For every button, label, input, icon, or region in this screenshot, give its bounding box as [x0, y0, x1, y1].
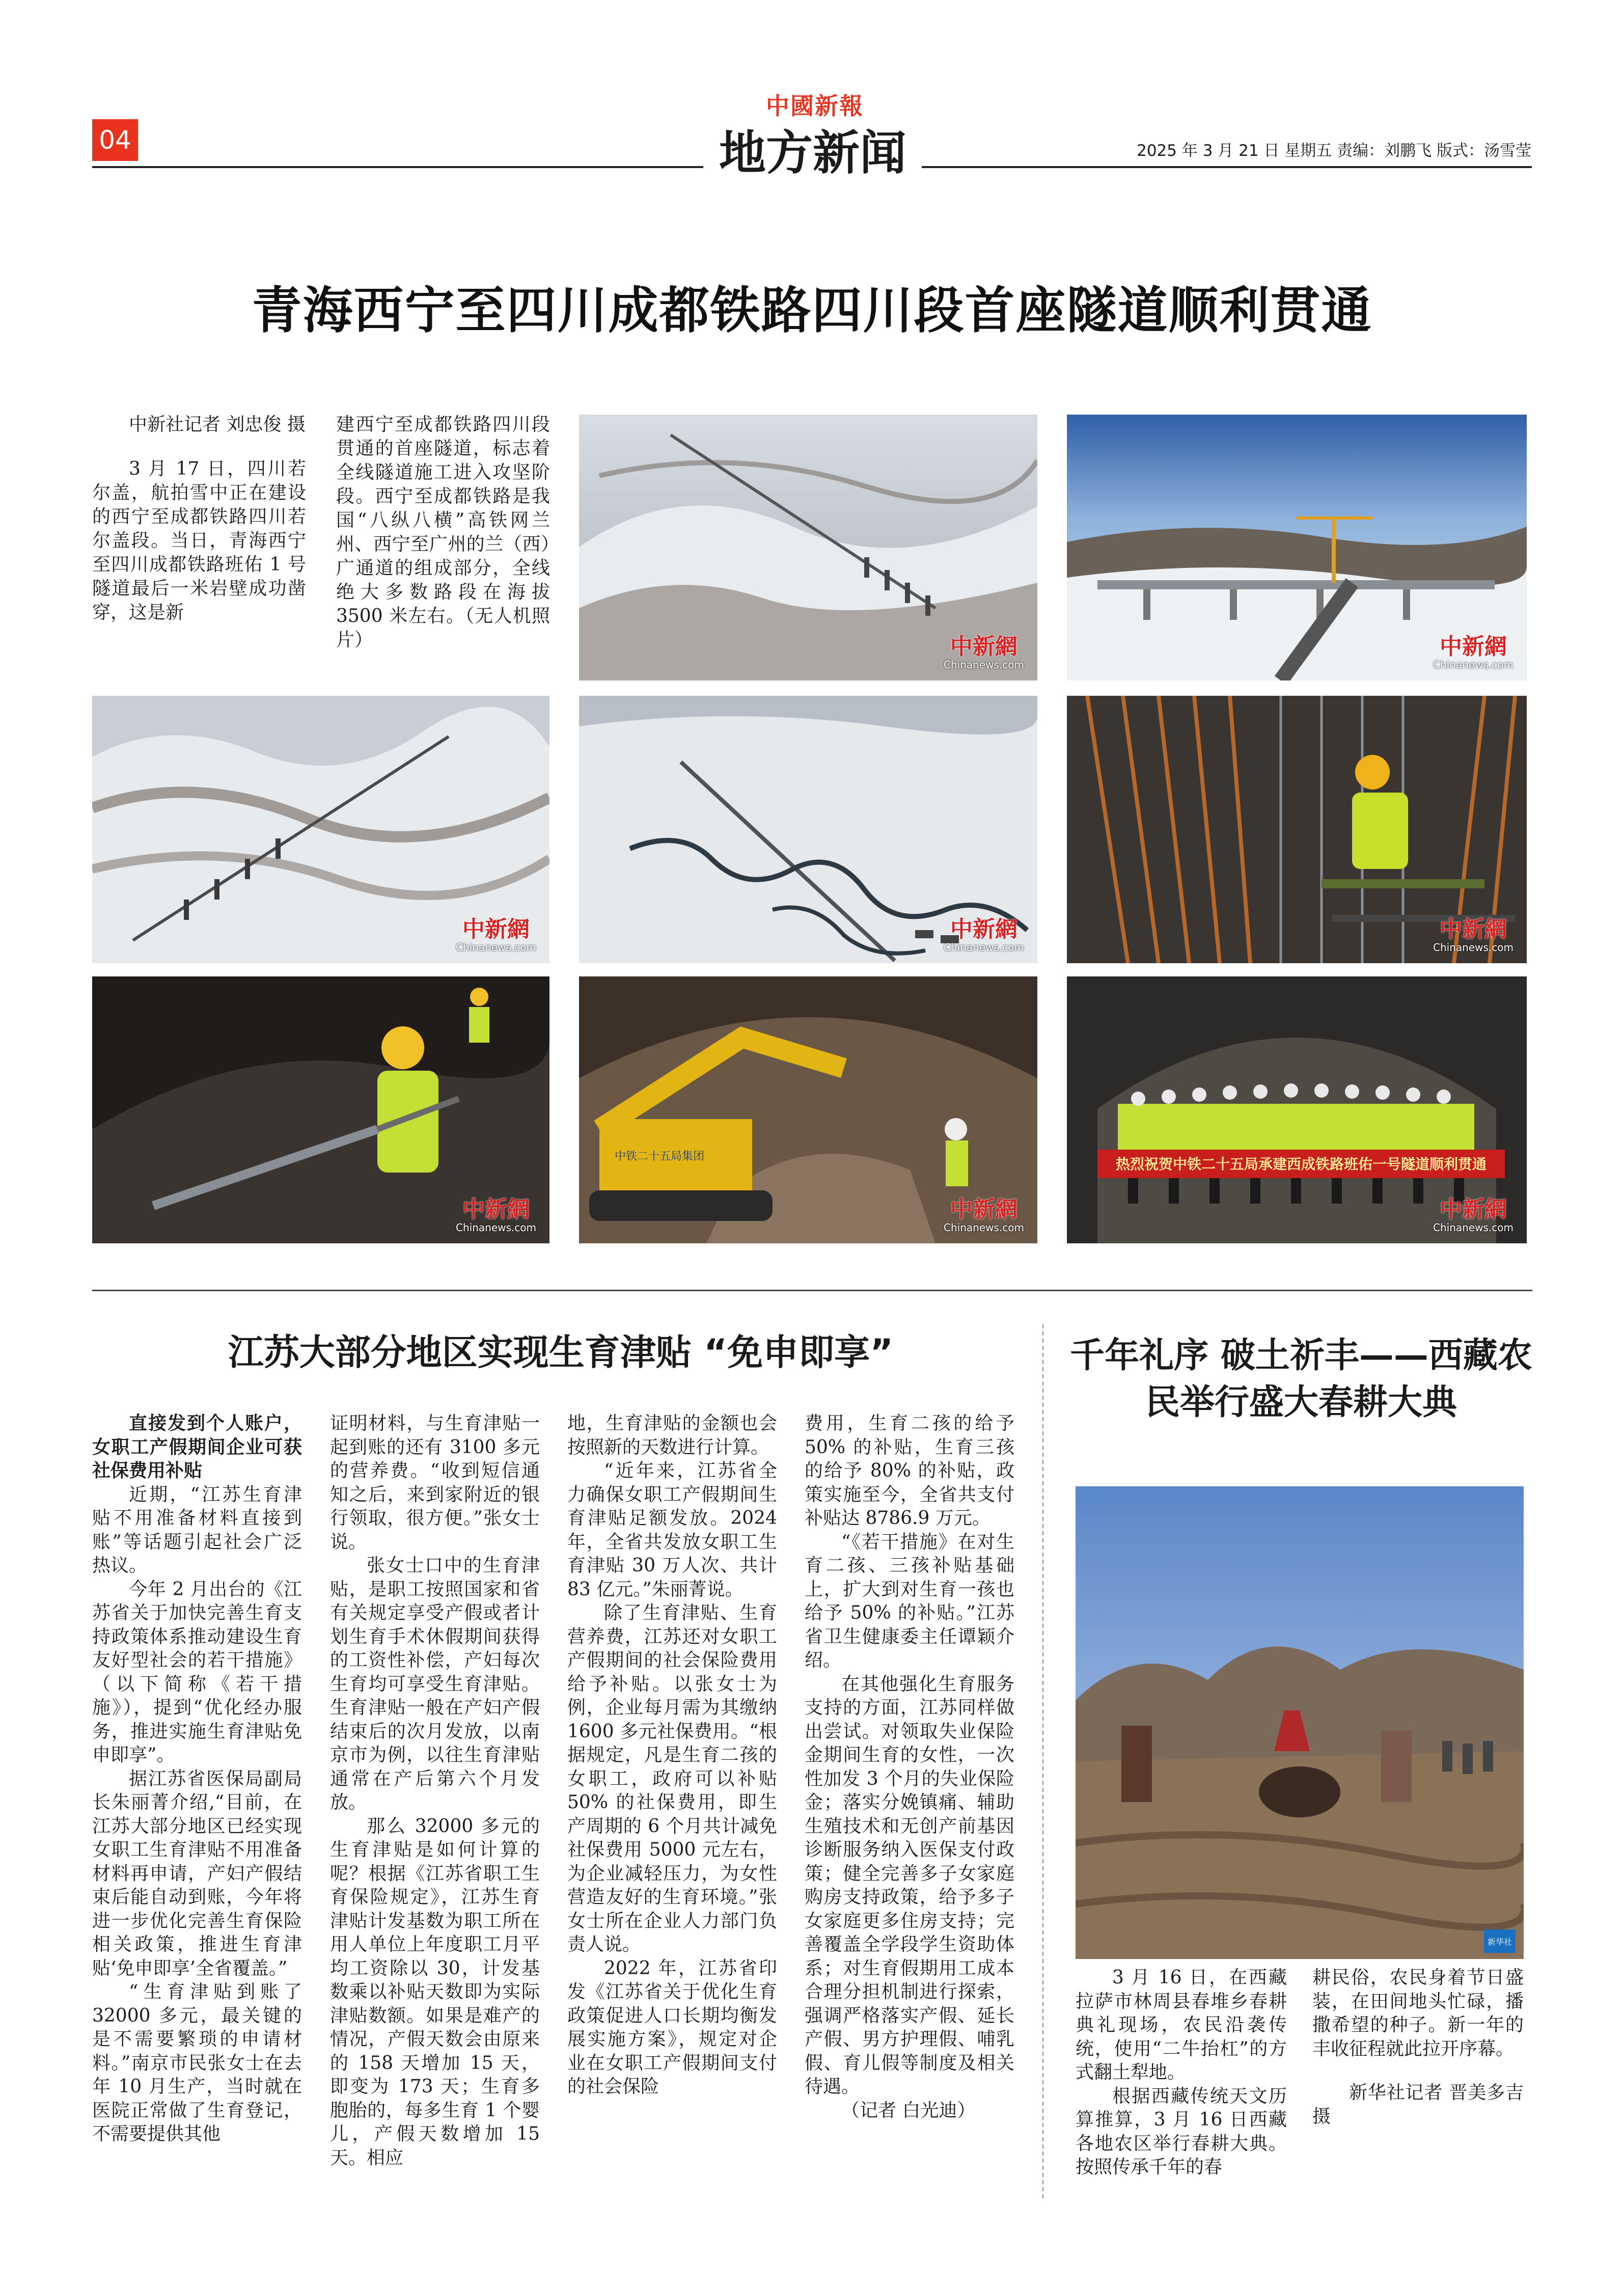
- photo-winding-river: [579, 696, 1037, 963]
- section-divider: [92, 1290, 1532, 1291]
- article2-text-col2: [330, 1412, 540, 2170]
- photo-excavator-tunnel: [579, 976, 1037, 1243]
- photo-celebration-tunnel: [1067, 976, 1527, 1243]
- article2-paragraph: 在其他强化生育服务支持的方面，江苏同样做出尝试。对领取失业保险金期间生育的女性，一次性加发 3 个月的失业保险金；落实分娩镇痛、辅助生殖技术和无创产前基因诊断服务纳入医保支付政策；健全完善多子女家庭购房支持政策，给予多子女家庭更多住房支持；完善覆盖全学段学生资助体系；对生育假期用工成本合理分担机制进行探索，强调严格落实产假、延长产假、男方护理假、哺乳假、育儿假等制度及相关待遇。: [805, 1673, 1014, 2097]
- section-title: 地方新闻: [719, 126, 906, 180]
- issue-info: 2025 年 3 月 21 日 星期五 责编：刘鹏飞 版式：汤雪莹: [1137, 142, 1531, 160]
- article1-paragraph: 建西宁至成都铁路四川段贯通的首座隧道，标志着全线隧道施工进入攻坚阶段。西宁至成都铁路是我国“八纵八横”高铁网兰州、西宁至广州的兰（西）广通道的组成部分，全线绝大多数路段在海拔 3500 米左右。（无人机照片）: [336, 414, 550, 650]
- article2-paragraph: 近期，“江苏生育津贴不用准备材料直接到账”等话题引起社会广泛热议。: [92, 1484, 302, 1576]
- photo-railway-snow-aerial: [579, 415, 1037, 681]
- watermark: 中新網 Chinanews.com: [1433, 634, 1513, 671]
- masthead-rule-right: [922, 166, 1532, 168]
- photo-tibet-spring-ploughing: [1076, 1486, 1524, 1959]
- article2-text-col3: [567, 1412, 777, 2099]
- article2-paragraph: 证明材料，与生育津贴一起到账的还有 3100 多元的营养费。“收到短信通知之后，来到家附近的银行领取，很方便。”张女士说。: [330, 1413, 540, 1553]
- article3-paragraph: 耕民俗，农民身着节日盛装，在田间地头忙碌，播撒希望的种子。新一年的丰收征程就此拉开序幕。: [1312, 1967, 1524, 2059]
- watermark: 中新網 Chinanews.com: [456, 1196, 536, 1234]
- article2-paragraph: 地，生育津贴的金额也会按照新的天数进行计算。: [567, 1413, 777, 1458]
- article2-paragraph: 费用，生育二孩的给予 50% 的补贴，生育三孩的给予 80% 的补贴，政策实施至今，全省共支付补贴达 8786.9 万元。: [805, 1413, 1014, 1529]
- article3-credit: 新华社记者 晋美多吉 摄: [1312, 2082, 1524, 2127]
- article2-paragraph: “《若干措施》在对生育二孩、三孩补贴基础上，扩大到对生育一孩也给予 50% 的补贴。”江苏省卫生健康委主任谭颖介绍。: [805, 1531, 1014, 1671]
- article2-paragraph: 张女士口中的生育津贴，是职工按照国家和省有关规定享受产假或者计划生育手术休假期间获得的工资性补偿，产妇每次生育均可享受生育津贴。生育津贴一般在产妇产假结束后的次月发放，以南京市为例，以往生育津贴通常在产后第六个月发放。: [330, 1555, 540, 1813]
- article2-paragraph: 2022 年，江苏省印发《江苏省关于优化生育政策促进人口长期均衡发展实施方案》，规定对企业在女职工产假期间支付的社会保险: [567, 1957, 777, 2097]
- photo-worker-tunnel-rebar: [1067, 696, 1527, 963]
- article2-paragraph: “近年来，江苏省全力确保女职工产假期间生育津贴足额发放。2024 年，全省共发放女职工生育津贴 30 万人次、共计 83 亿元。”朱丽菁说。: [567, 1460, 777, 1600]
- article1-paragraph: 3 月 17 日，四川若尔盖，航拍雪中正在建设的西宁至成都铁路四川若尔盖段。当日，青海西宁至四川成都铁路班佑 1 号隧道最后一米岩壁成功凿穿，这是新: [92, 458, 306, 623]
- article2-paragraph: 据江苏省医保局副局长朱丽菁介绍,“目前，在江苏大部分地区已经实现女职工生育津贴不用准备材料再申请，产妇产假结束后能自动到账，今年将进一步优化完善生育保险相关政策，推进生育津贴‘免申即享’全省覆盖。”: [92, 1768, 302, 1979]
- watermark: 中新網 Chinanews.com: [944, 1196, 1024, 1234]
- article2-paragraph: 除了生育津贴、生育营养费，江苏还对女职工产假期间的社会保险费用给予补贴。以张女士为例，企业每月需为其缴纳 1600 多元社保费用。“根据规定，凡是生育二孩的女职工，政府可以补贴 50% 的社保费用，即生产周期的 6 个月共计减免社保费用 5000 元左右，为企业减轻压力，为女性营造友好的生育环境。”张女士所在企业人力部门负责人说。: [567, 1602, 777, 1955]
- article2-headline: 江苏大部分地区实现生育津贴 “免申即享”: [228, 1331, 894, 1373]
- article2-paragraph: 那么 32000 多元的生育津贴是如何计算的呢？根据《江苏省职工生育保险规定》，江苏生育津贴计发基数为职工所在用人单位上年度职工月平均工资除以 30，计发基数乘以补贴天数即为实际津贴数额。如果是难产的情况，产假天数会由原来的 158 天增加 15 天，即变为 173 天；生育多胞胎的，每多生育 1 个婴儿，产假天数增加 15 天。相应: [330, 1815, 540, 2168]
- article1-byline: 中新社记者 刘忠俊 摄: [129, 414, 306, 435]
- article2-paragraph: “生育津贴到账了 32000 多元，最关键的是不需要繁琐的申请材料。”南京市民张女士在去年 10 月生产，当时就在医院正常做了生育登记，不需要提供其他: [92, 1981, 302, 2144]
- watermark: 中新網 Chinanews.com: [944, 916, 1024, 954]
- watermark: 中新網 Chinanews.com: [1433, 1196, 1513, 1234]
- article3-headline: 千年礼序 破土祈丰——西藏农民举行盛大春耕大典: [1070, 1336, 1532, 1423]
- article3-text-col2: [1312, 1966, 1524, 2129]
- newspaper-logo: 中國新報: [766, 92, 864, 120]
- photo-worker-drilling: [92, 976, 549, 1243]
- svg-text:中铁二十五局集团: 中铁二十五局集团: [615, 1150, 705, 1163]
- article2-text-col1: [92, 1412, 302, 2146]
- page-number: 04: [92, 119, 138, 161]
- svg-text:热烈祝贺中铁二十五局承建西成铁路班佑一号隧道顺利贯通: 热烈祝贺中铁二十五局承建西成铁路班佑一号隧道顺利贯通: [1115, 1156, 1487, 1173]
- masthead-rule-left: [92, 166, 703, 168]
- watermark: 中新網 Chinanews.com: [944, 634, 1024, 671]
- svg-text:新华社: 新华社: [1487, 1937, 1512, 1947]
- article1-text-col2: [336, 413, 550, 652]
- watermark: 中新網 Chinanews.com: [1433, 916, 1513, 954]
- photo-bridge-construction: [1067, 415, 1527, 681]
- article1-text-col1: [92, 413, 306, 624]
- article3-paragraph: 3 月 16 日，在西藏拉萨市林周县春堆乡春耕典礼现场，农民沿袭传统，使用“二牛抬杠”的方式翻土犁地。: [1076, 1967, 1287, 2083]
- article2-subheading: 直接发到个人账户，女职工产假期间企业可获社保费用补贴: [92, 1413, 302, 1481]
- photo-mountain-railway: [92, 696, 549, 963]
- article3-text-col1: [1076, 1966, 1287, 2180]
- article2-credit: （记者 白光迪）: [841, 2100, 976, 2121]
- article2-text-col4: [805, 1412, 1014, 2122]
- article3-paragraph: 根据西藏传统天文历算推算，3 月 16 日西藏各地农区举行春耕大典。按照传承千年的春: [1076, 2085, 1287, 2178]
- article2-paragraph: 今年 2 月出台的《江苏省关于加快完善生育支持政策体系推动建设生育友好型社会的若干措施》（以下简称《若干措施》），提到“优化经办服务，推进实施生育津贴免申即享”。: [92, 1579, 302, 1765]
- column-divider: [1042, 1324, 1043, 2200]
- article1-headline: 青海西宁至四川成都铁路四川段首座隧道顺利贯通: [252, 282, 1372, 340]
- watermark: 中新網 Chinanews.com: [456, 916, 536, 954]
